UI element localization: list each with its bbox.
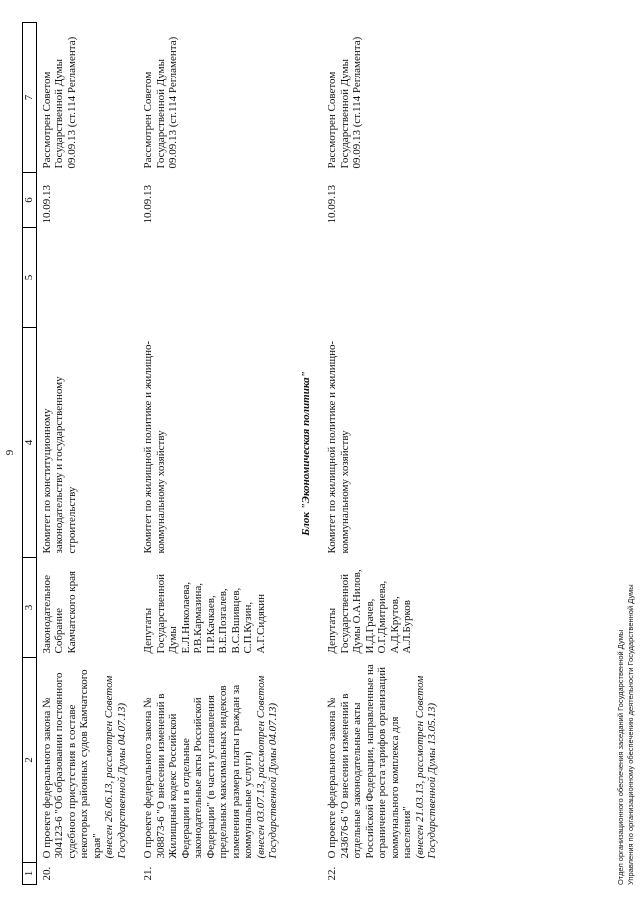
table-row — [138, 23, 290, 885]
header-cell: 1 — [23, 863, 37, 885]
bill-cell — [322, 658, 449, 863]
date-cell: 10.09.13 — [40, 185, 53, 224]
bill-title: О проекте федерального закона № 243676-6 "О внесении изменений в отдельные законодательные акты Российской Федерации, направленные на ограничение роста тарифов организаций коммунального комплекса для населения" — [326, 664, 413, 859]
table-row — [322, 23, 449, 885]
bill-cell — [36, 658, 138, 863]
block-heading-row — [290, 23, 323, 885]
status-cell: Рассмотрен Советом Государственной Думы 09.09.13 (ст.114 Регламента) — [142, 36, 179, 169]
header-row — [23, 23, 37, 885]
row-number: 21. — [142, 866, 154, 881]
bill-note: (внесен 03.07.13, рассмотрен Советом Государственной Думы 04.07.13) — [254, 675, 279, 859]
committee-cell: Комитет по жилищной политике и жилищно-коммунальному хозяйству — [326, 340, 351, 554]
row-number: 22. — [326, 866, 338, 881]
author-cell: Депутаты Государственной Думы Е.Л.Николаева, Р.В.Кармазина, П.Р.Качкаев, В.Е.Позгалев, В.С.Вшивцев, С.П.Кузин, А.Г.Сидякин — [142, 573, 267, 654]
agenda-table — [22, 22, 449, 885]
committee-cell: Комитет по конституционному законодательству и государственному строительству — [40, 376, 78, 554]
header-cell: 2 — [23, 658, 37, 863]
header-cell: 3 — [23, 558, 37, 658]
block-heading: Блок "Экономическая политика" — [299, 371, 312, 536]
footer-line: Управления по организационному обеспечению деятельности Государственной Думы — [626, 584, 635, 885]
page-number: 9 — [4, 449, 16, 456]
col5-cell — [322, 228, 449, 328]
author-cell: Законодательное Собрание Камчатского края — [40, 570, 78, 654]
bill-cell — [138, 658, 290, 863]
bill-note: (внесен 21.03.13, рассмотрен Советом Государственной Думы 13.05.13) — [413, 675, 438, 859]
author-cell: Депутаты Государственной Думы О.А.Нилов, И.Д.Грачев, О.Г.Дмитриева, А.Д.Крутов, А.Л.Бурков — [326, 569, 413, 654]
col5-cell — [138, 228, 290, 328]
header-cell: 6 — [23, 173, 37, 228]
table-row — [36, 23, 138, 885]
header-cell: 5 — [23, 228, 37, 328]
status-cell: Рассмотрен Советом Государственной Думы 09.09.13 (ст.114 Регламента) — [326, 36, 363, 169]
date-cell: 10.09.13 — [142, 185, 154, 224]
col5-cell — [36, 228, 138, 328]
bill-title: О проекте федерального закона № 308873-6 "О внесении изменений в Жилищный кодекс Российской Федерации и в отдельные законодательные акты Российской Федерации" (в части установления предельных максимальных индексов изменения размера платы граждан за коммунальные услуги) — [142, 684, 254, 859]
committee-cell: Комитет по жилищной политике и жилищно-коммунальному хозяйству — [142, 340, 167, 554]
header-cell: 4 — [23, 328, 37, 558]
date-cell: 10.09.13 — [326, 185, 338, 224]
footer — [616, 584, 636, 885]
footer-line: Отдел организационного обеспечения заседаний Государственной Думы — [616, 629, 625, 885]
row-number: 20. — [40, 866, 53, 881]
bill-note: (внесен 26.06.13, рассмотрен Советом Государственной Думы 04.07.13) — [103, 675, 128, 859]
status-cell: Рассмотрен Советом Государственной Думы 09.09.13 (ст.114 Регламента) — [40, 36, 78, 169]
bill-title: О проекте федерального закона № 304123-6 "Об образовании постоянного судебного присутствия в составе некоторых районных судов Камчатского края" — [40, 669, 103, 859]
header-cell: 7 — [23, 23, 37, 173]
